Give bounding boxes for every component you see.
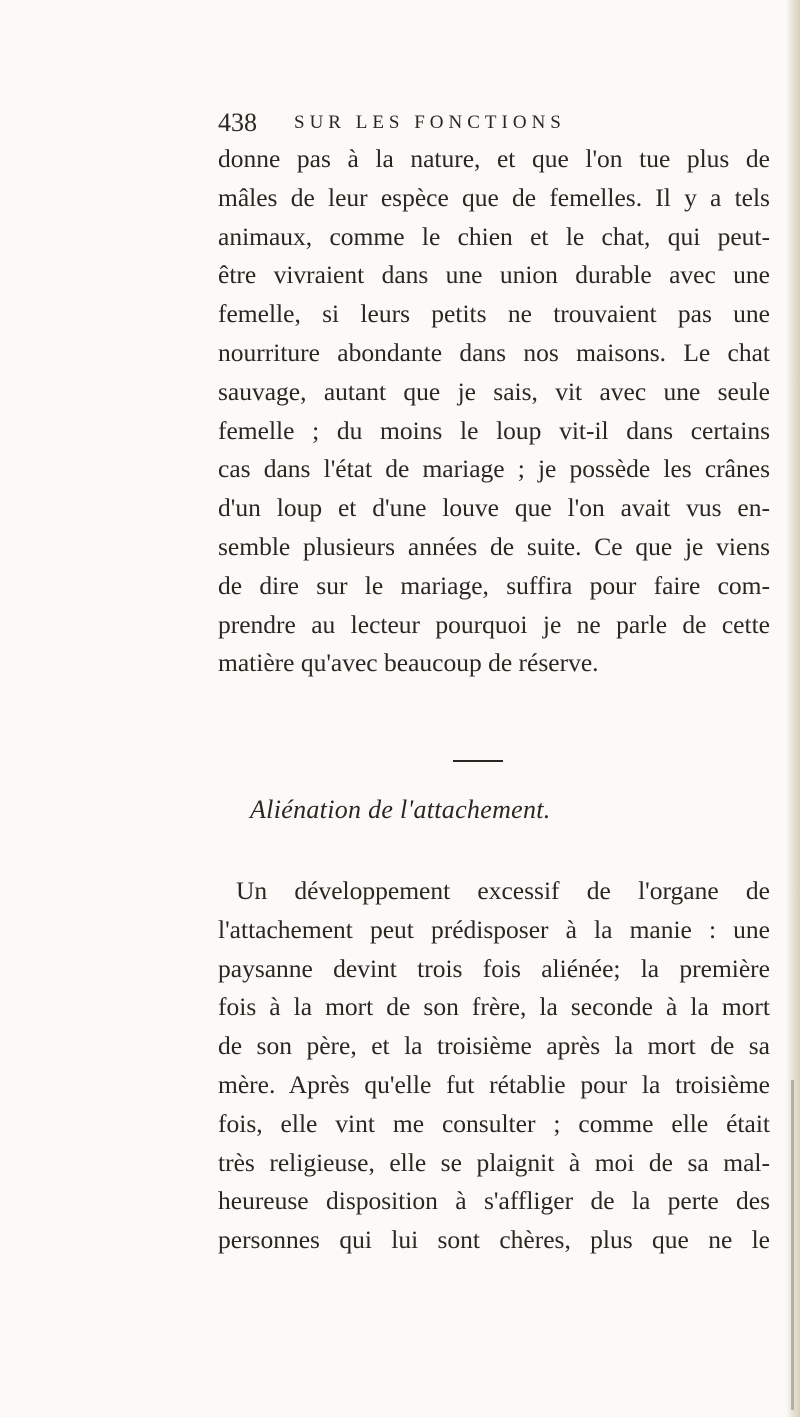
text-line: prendre au lecteur pourquoi je ne parle de cette <box>218 609 770 639</box>
text-line: fois à la mort de son frère, la seconde à la mort <box>218 992 770 1022</box>
text-line: Un développement excessif de l'organe de <box>236 876 770 905</box>
text-line: sauvage, autant que je sais, vit avec une seule <box>218 376 770 406</box>
running-title: SUR LES FONCTIONS <box>294 112 566 133</box>
text-line: être vivraient dans une union durable avec une <box>218 260 770 290</box>
text-line: donne pas à la nature, et que l'on tue plus de <box>218 144 770 173</box>
page-edge-mark <box>791 1080 794 1410</box>
text-line: personnes qui lui sont chères, plus que ne le <box>218 1225 770 1255</box>
text-line: d'un loup et d'une louve que l'on avait vus en- <box>218 493 770 523</box>
text-line: femelle, si leurs petits ne trouvaient pas une <box>218 299 770 329</box>
text-line: femelle ; du moins le loup vit-il dans certains <box>218 415 770 445</box>
text-line: de dire sur le mariage, suffira pour faire com- <box>218 570 770 600</box>
section-separator <box>453 760 503 762</box>
page-number: 438 <box>218 108 257 137</box>
paragraph-1 <box>218 140 770 683</box>
section-heading: Aliénation de l'attachement. <box>250 795 551 824</box>
text-line: heureuse disposition à s'affliger de la perte des <box>218 1186 770 1216</box>
text-line: mâles de leur espèce que de femelles. Il y a tels <box>218 182 770 212</box>
text-line: matière qu'avec beaucoup de réserve. <box>218 648 599 678</box>
text-line: de son père, et la troisième après la mort de sa <box>218 1031 770 1061</box>
text-line: paysanne devint trois fois aliénée; la première <box>218 953 770 983</box>
text-line: l'attachement peut prédisposer à la manie : une <box>218 914 770 944</box>
text-line: semble plusieurs années de suite. Ce que je viens <box>218 531 770 561</box>
paragraph-2 <box>218 872 770 1260</box>
text-line: nourriture abondante dans nos maisons. Le chat <box>218 337 770 367</box>
text-line: très religieuse, elle se plaignit à moi de sa mal- <box>218 1147 770 1177</box>
text-line: fois, elle vint me consulter ; comme elle était <box>218 1108 770 1138</box>
text-line: animaux, comme le chien et le chat, qui peut- <box>218 221 770 251</box>
text-line: cas dans l'état de mariage ; je possède les crânes <box>218 454 770 484</box>
text-line: mère. Après qu'elle fut rétablie pour la troisième <box>218 1069 770 1099</box>
